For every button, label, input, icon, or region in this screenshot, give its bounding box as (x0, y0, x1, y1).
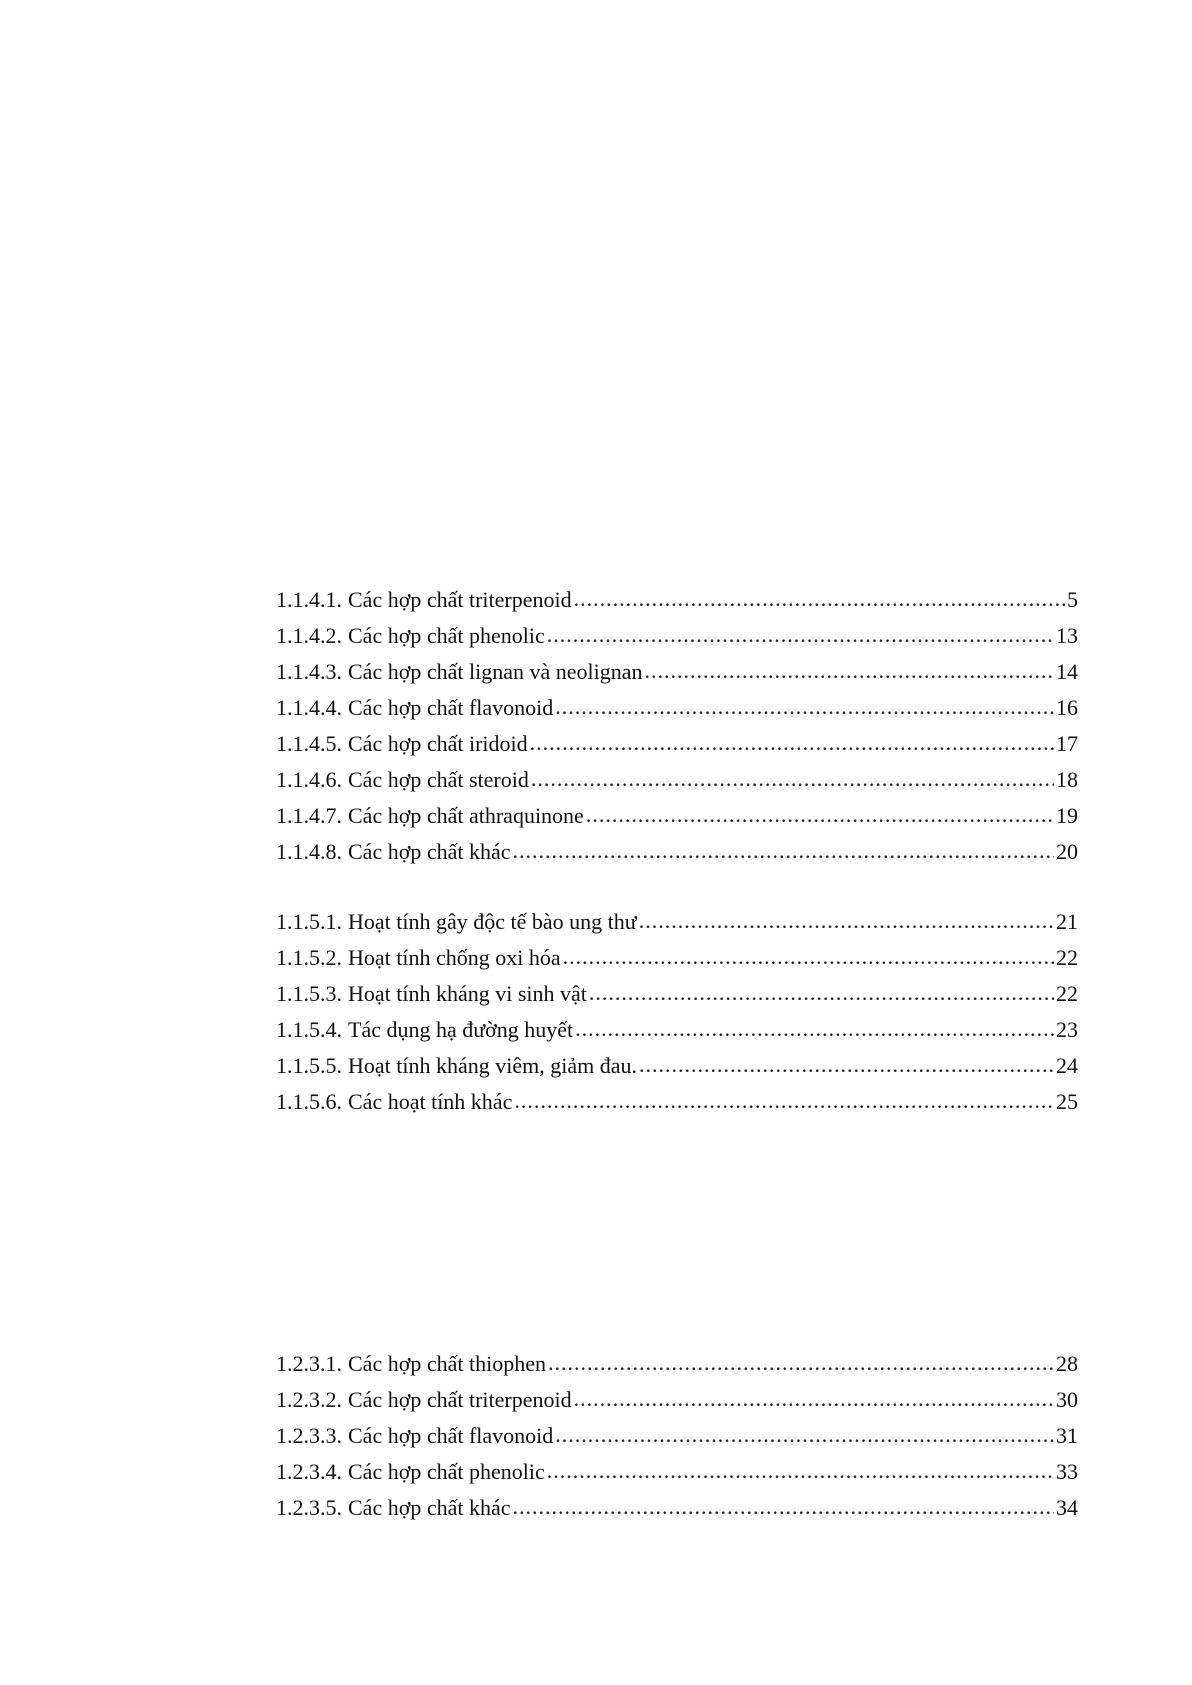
toc-entry[interactable] (276, 1346, 1078, 1382)
toc-entry-title: Các hoạt tính khác (348, 1089, 513, 1114)
toc-entry-page-number: 30 (1056, 1387, 1078, 1412)
toc-entry-title: Hoạt tính kháng viêm, giảm đau. (348, 1053, 637, 1078)
toc-dot-leader (547, 617, 1054, 653)
toc-dot-leader (574, 581, 1065, 617)
toc-entry-page-number: 13 (1056, 623, 1078, 648)
toc-entry-number: 1.2.3.2. (276, 1387, 342, 1412)
toc-entry[interactable] (276, 618, 1078, 654)
toc-dot-leader (574, 1381, 1054, 1417)
toc-dot-leader (575, 1011, 1054, 1047)
toc-entry[interactable] (276, 940, 1078, 976)
toc-entry-number: 1.1.4.4. (276, 695, 342, 720)
toc-entry[interactable] (276, 1418, 1078, 1454)
toc-dot-leader (548, 1345, 1054, 1381)
toc-entry[interactable] (276, 1454, 1078, 1490)
toc-entry-number: 1.1.4.7. (276, 803, 342, 828)
toc-entry-number: 1.1.4.5. (276, 731, 342, 756)
toc-dot-leader (586, 797, 1054, 833)
toc-dot-leader (589, 975, 1054, 1011)
toc-entry-page-number: 31 (1056, 1423, 1078, 1448)
toc-entry[interactable] (276, 1048, 1078, 1084)
toc-dot-leader (547, 1453, 1054, 1489)
toc-entry-page-number: 18 (1056, 767, 1078, 792)
toc-entry-number: 1.2.3.1. (276, 1351, 342, 1376)
toc-entry-title: Hoạt tính kháng vi sinh vật (348, 981, 587, 1006)
toc-entry-title: Các hợp chất lignan và neolignan (348, 659, 643, 684)
toc-entry-title: Các hợp chất khác (348, 1495, 511, 1520)
toc-entry-page-number: 19 (1056, 803, 1078, 828)
toc-entry-number: 1.2.3.4. (276, 1459, 342, 1484)
toc-entry-title: Các hợp chất khác (348, 839, 511, 864)
toc-entry-page-number: 17 (1056, 731, 1078, 756)
toc-group-1-1-4 (276, 582, 1078, 870)
toc-entry[interactable] (276, 1490, 1078, 1526)
toc-entry-title: Các hợp chất triterpenoid (348, 1387, 572, 1412)
toc-entry-number: 1.1.4.3. (276, 659, 342, 684)
toc-dot-leader (514, 1083, 1054, 1119)
toc-dot-leader (563, 939, 1054, 975)
toc-entry-number: 1.1.4.6. (276, 767, 342, 792)
toc-entry-title: Các hợp chất athraquinone (348, 803, 584, 828)
toc-dot-leader (530, 725, 1054, 761)
toc-entry-title: Các hợp chất steroid (348, 767, 529, 792)
toc-entry-page-number: 23 (1056, 1017, 1078, 1042)
toc-entry-number: 1.2.3.5. (276, 1495, 342, 1520)
toc-entry-title: Tác dụng hạ đường huyết (348, 1017, 574, 1042)
toc-dot-leader (513, 833, 1054, 869)
toc-entry-page-number: 20 (1056, 839, 1078, 864)
toc-entry-number: 1.2.3.3. (276, 1423, 342, 1448)
toc-entry-number: 1.1.5.6. (276, 1089, 342, 1114)
toc-entry[interactable] (276, 690, 1078, 726)
toc-entry[interactable] (276, 582, 1078, 618)
toc-entry-title: Hoạt tính gây độc tế bào ung thư (348, 909, 637, 934)
toc-dot-leader (639, 903, 1054, 939)
toc-entry-title: Các hợp chất flavonoid (348, 1423, 554, 1448)
toc-entry-page-number: 14 (1056, 659, 1078, 684)
toc-entry-number: 1.1.4.1. (276, 587, 342, 612)
toc-entry[interactable] (276, 798, 1078, 834)
toc-entry-number: 1.1.5.2. (276, 945, 342, 970)
toc-entry-title: Các hợp chất flavonoid (348, 695, 554, 720)
toc-entry-number: 1.1.4.2. (276, 623, 342, 648)
toc-dot-leader (555, 689, 1054, 725)
toc-entry-number: 1.1.5.1. (276, 909, 342, 934)
toc-entry-title: Các hợp chất triterpenoid (348, 587, 572, 612)
toc-dot-leader (555, 1417, 1054, 1453)
toc-entry-title: Các hợp chất thiophen (348, 1351, 546, 1376)
toc-group-1-2-3 (276, 1346, 1078, 1526)
toc-entry[interactable] (276, 1382, 1078, 1418)
toc-entry-title: Các hợp chất iridoid (348, 731, 528, 756)
toc-entry[interactable] (276, 834, 1078, 870)
toc-entry[interactable] (276, 1084, 1078, 1120)
toc-entry-page-number: 34 (1056, 1495, 1078, 1520)
toc-entry-title: Hoạt tính chống oxi hóa (348, 945, 561, 970)
toc-entry-page-number: 5 (1067, 587, 1078, 612)
toc-entry-number: 1.1.4.8. (276, 839, 342, 864)
toc-entry[interactable] (276, 654, 1078, 690)
toc-entry-page-number: 33 (1056, 1459, 1078, 1484)
toc-entry-page-number: 22 (1056, 945, 1078, 970)
toc-entry-page-number: 16 (1056, 695, 1078, 720)
toc-entry[interactable] (276, 904, 1078, 940)
toc-entry-page-number: 22 (1056, 981, 1078, 1006)
toc-entry-number: 1.1.5.3. (276, 981, 342, 1006)
toc-entry-number: 1.1.5.5. (276, 1053, 342, 1078)
toc-dot-leader (513, 1489, 1054, 1525)
toc-entry[interactable] (276, 726, 1078, 762)
toc-entry-page-number: 28 (1056, 1351, 1078, 1376)
toc-dot-leader (531, 761, 1054, 797)
toc-entry-page-number: 24 (1056, 1053, 1078, 1078)
toc-entry-page-number: 21 (1056, 909, 1078, 934)
toc-dot-leader (645, 653, 1055, 689)
toc-group-1-1-5 (276, 904, 1078, 1120)
toc-entry-number: 1.1.5.4. (276, 1017, 342, 1042)
toc-entry[interactable] (276, 1012, 1078, 1048)
toc-entry-page-number: 25 (1056, 1089, 1078, 1114)
toc-entry[interactable] (276, 762, 1078, 798)
toc-dot-leader (639, 1047, 1054, 1083)
toc-entry[interactable] (276, 976, 1078, 1012)
toc-entry-title: Các hợp chất phenolic (348, 1459, 545, 1484)
toc-entry-title: Các hợp chất phenolic (348, 623, 545, 648)
